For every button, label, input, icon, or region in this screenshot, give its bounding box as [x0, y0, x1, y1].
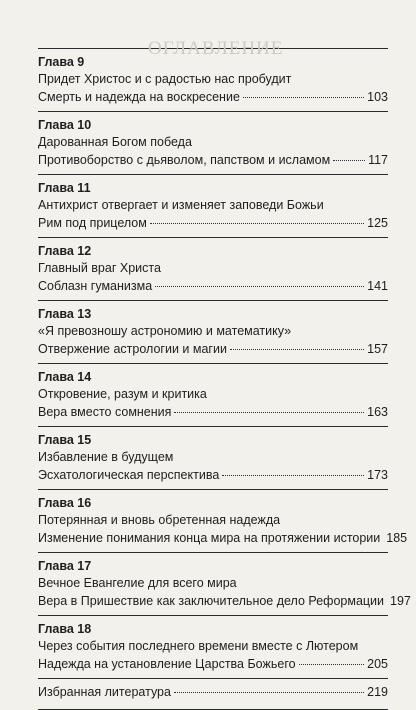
bibliography-page: 219 [367, 685, 388, 699]
chapter-subtitle: Придет Христос и с радостью нас пробудит [38, 72, 292, 86]
chapter-subtitle: Откровение, разум и критика [38, 387, 207, 401]
chapter-title-row [38, 529, 408, 547]
dot-leader [174, 692, 364, 693]
dot-leader [333, 160, 365, 161]
chapter-entry [38, 300, 388, 363]
dot-leader [230, 349, 364, 350]
chapter-number: Глава 10 [38, 118, 92, 132]
dot-leader [155, 286, 364, 287]
page-number: 103 [367, 90, 388, 104]
dot-leader [299, 664, 365, 665]
page-number: 163 [367, 405, 388, 419]
chapter-subtitle: Избавление в будущем [38, 450, 174, 464]
chapter-title-row [38, 151, 388, 169]
page-number: 205 [367, 657, 388, 671]
bibliography-title: Избранная литература [38, 685, 171, 699]
chapter-entry [38, 552, 411, 615]
page-number: 141 [367, 279, 388, 293]
chapter-title: Эсхатологическая перспектива [38, 468, 220, 482]
chapter-title: Вера в Пришествие как заключительное дело Реформации [38, 594, 385, 608]
page-number: 157 [367, 342, 388, 356]
chapter-number: Глава 17 [38, 559, 92, 573]
chapter-title: Вера вместо сомнения [38, 405, 172, 419]
chapter-number: Глава 16 [38, 496, 92, 510]
dot-leader [222, 475, 364, 476]
chapter-title: Рим под прицелом [38, 216, 147, 230]
page-number: 125 [367, 216, 388, 230]
chapter-number: Глава 14 [38, 370, 92, 384]
chapter-list [38, 48, 411, 678]
page-number: 173 [367, 468, 388, 482]
chapter-subtitle: Антихрист отвергает и изменяет заповеди Божьи [38, 198, 324, 212]
chapter-subtitle: Главный враг Христа [38, 261, 161, 275]
chapter-entry [38, 111, 388, 174]
chapter-entry [38, 363, 388, 426]
chapter-entry [38, 174, 388, 237]
chapter-title-row [38, 466, 388, 484]
bibliography-entry [38, 678, 388, 701]
dot-leader [174, 412, 364, 413]
chapter-subtitle: Вечное Евангелие для всего мира [38, 576, 237, 590]
chapter-subtitle: Дарованная Богом победа [38, 135, 192, 149]
chapter-title-row [38, 340, 388, 358]
chapter-title: Надежда на установление Царства Божьего [38, 657, 296, 671]
page-number: 185 [386, 531, 408, 545]
chapter-number: Глава 13 [38, 307, 92, 321]
chapter-subtitle: Потерянная и вновь обретенная надежда [38, 513, 281, 527]
chapter-title-row [38, 403, 388, 421]
dot-leader [150, 223, 364, 224]
chapter-entry [38, 489, 408, 552]
chapter-title: Соблазн гуманизма [38, 279, 153, 293]
chapter-number: Глава 11 [38, 181, 91, 195]
dot-leader [243, 97, 364, 98]
chapter-title: Смерть и надежда на воскресение [38, 90, 240, 104]
chapter-title: Изменение понимания конца мира на протяжении истории [38, 531, 381, 545]
chapter-number: Глава 15 [38, 433, 92, 447]
show-through-heading: ОГЛАВЛЕНИЕ [148, 38, 284, 59]
page-number: 117 [368, 153, 388, 167]
chapter-subtitle: «Я превозношу астрономию и математику» [38, 324, 292, 338]
bibliography-row [38, 683, 388, 701]
chapter-title: Противоборство с дьяволом, папством и исламом [38, 153, 331, 167]
chapter-title: Отвержение астрологии и магии [38, 342, 227, 356]
chapter-title-row [38, 592, 411, 610]
chapter-title-row [38, 655, 388, 673]
chapter-title-row [38, 88, 388, 106]
chapter-title-row [38, 277, 388, 295]
chapter-entry [38, 237, 388, 300]
chapter-number: Глава 9 [38, 55, 85, 69]
chapter-title-row [38, 214, 388, 232]
chapter-entry [38, 426, 388, 489]
chapter-entry [38, 615, 388, 678]
chapter-number: Глава 12 [38, 244, 92, 258]
chapter-number: Глава 18 [38, 622, 92, 636]
page-number: 197 [390, 594, 411, 608]
chapter-subtitle: Через события последнего времени вместе с Лютером [38, 639, 359, 653]
